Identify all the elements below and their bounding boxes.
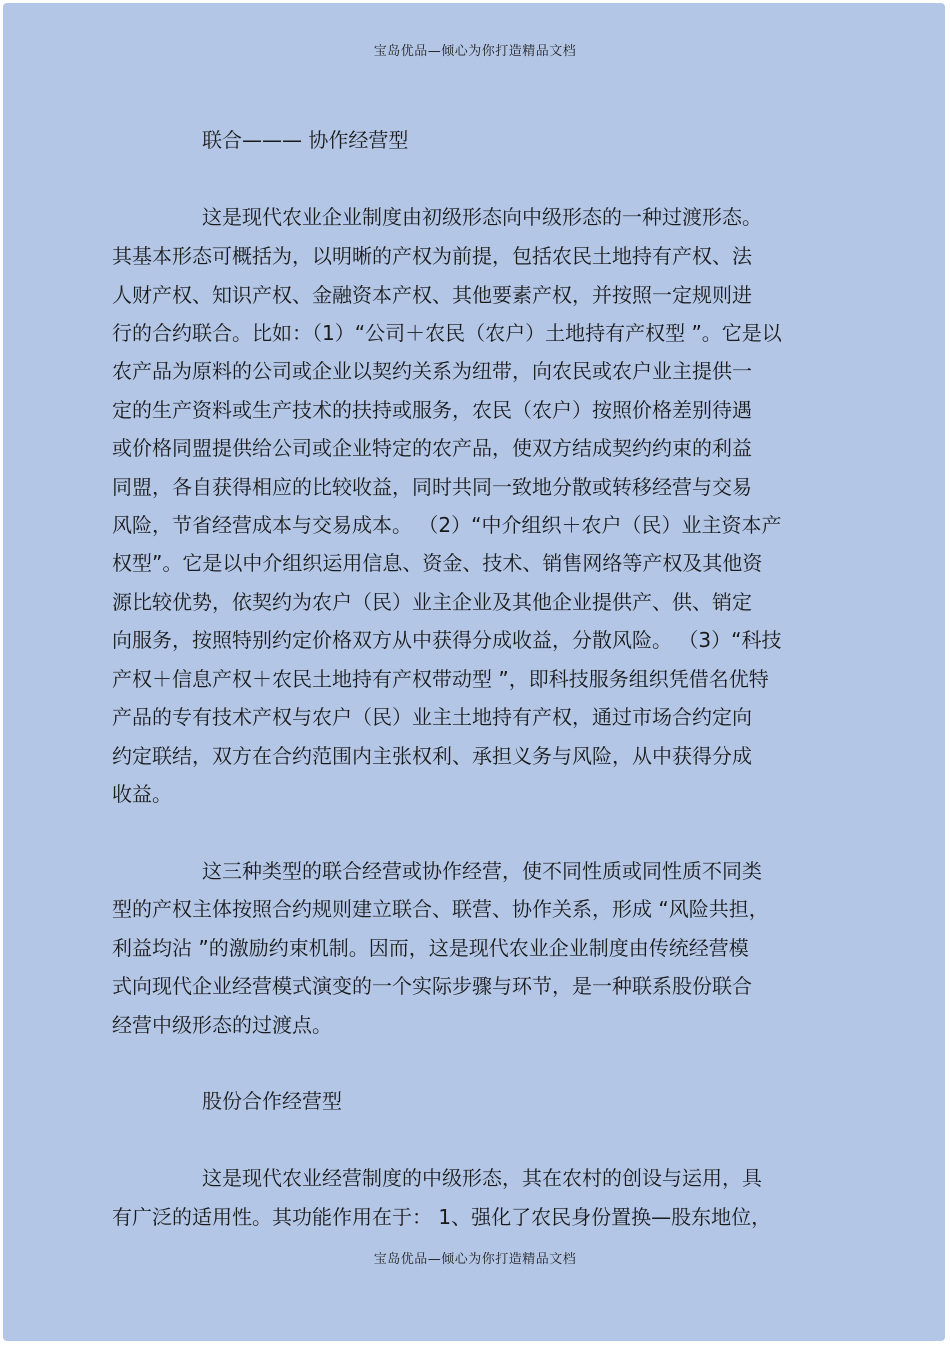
para1-line: 收益。	[112, 782, 172, 806]
para3-line: 这是现代农业经营制度的中级形态，其在农村的创设与运用，具	[202, 1166, 762, 1190]
para3-line: 有广泛的适用性。其功能作用在于： 1、强化了农民身份置换—股东地位，	[112, 1205, 772, 1229]
para1-line: 产权＋信息产权＋农民土地持有产权带动型 ”，即科技服务组织凭借名优特	[112, 667, 769, 691]
para2-line: 利益均沾 ”的激励约束机制。因而，这是现代农业企业制度由传统经营模	[112, 936, 749, 960]
para1-line: 其基本形态可概括为，以明晰的产权为前提，包括农民土地持有产权、法	[112, 244, 752, 268]
para1-line: 同盟，各自获得相应的比较收益，同时共同一致地分散或转移经营与交易	[112, 475, 752, 499]
para2-line: 这三种类型的联合经营或协作经营，使不同性质或同性质不同类	[202, 859, 762, 883]
para1-line: 源比较优势，依契约为农户（民）业主企业及其他企业提供产、供、销定	[112, 590, 752, 614]
para1-line: 产品的专有技术产权与农户（民）业主土地持有产权，通过市场合约定向	[112, 705, 752, 729]
section-heading-1: 联合——— 协作经营型	[202, 128, 409, 152]
para1-line: 权型”。它是以中介组织运用信息、资金、技术、销售网络等产权及其他资	[112, 551, 763, 575]
para1-line: 风险，节省经营成本与交易成本。 （2）“中介组织＋农户（民）业主资本产	[112, 513, 782, 537]
para1-line: 人财产权、知识产权、金融资本产权、其他要素产权，并按照一定规则进	[112, 283, 752, 307]
para2-line: 型的产权主体按照合约规则建立联合、联营、协作关系，形成 “风险共担，	[112, 897, 769, 921]
para1-line: 农产品为原料的公司或企业以契约关系为纽带，向农民或农户业主提供一	[112, 359, 752, 383]
para1-line: 这是现代农业企业制度由初级形态向中级形态的一种过渡形态。	[202, 205, 762, 229]
page-header: 宝岛优品—倾心为你打造精品文档	[373, 44, 577, 59]
section-heading-2: 股份合作经营型	[202, 1089, 342, 1113]
para1-line: 向服务，按照特别约定价格双方从中获得分成收益，分散风险。 （3）“科技	[112, 628, 782, 652]
para1-line: 行的合约联合。比如：（1）“公司＋农民（农户）土地持有产权型 ”。它是以	[112, 321, 782, 345]
para1-line: 定的生产资料或生产技术的扶持或服务，农民（农户）按照价格差别待遇	[112, 398, 752, 422]
para1-line: 或价格同盟提供给公司或企业特定的农产品，使双方结成契约约束的利益	[112, 436, 752, 460]
para1-line: 约定联结，双方在合约范围内主张权利、承担义务与风险，从中获得分成	[112, 744, 752, 768]
para2-line: 经营中级形态的过渡点。	[112, 1013, 332, 1037]
page-footer: 宝岛优品—倾心为你打造精品文档	[373, 1252, 577, 1267]
para2-line: 式向现代企业经营模式演变的一个实际步骤与环节，是一种联系股份联合	[112, 974, 752, 998]
